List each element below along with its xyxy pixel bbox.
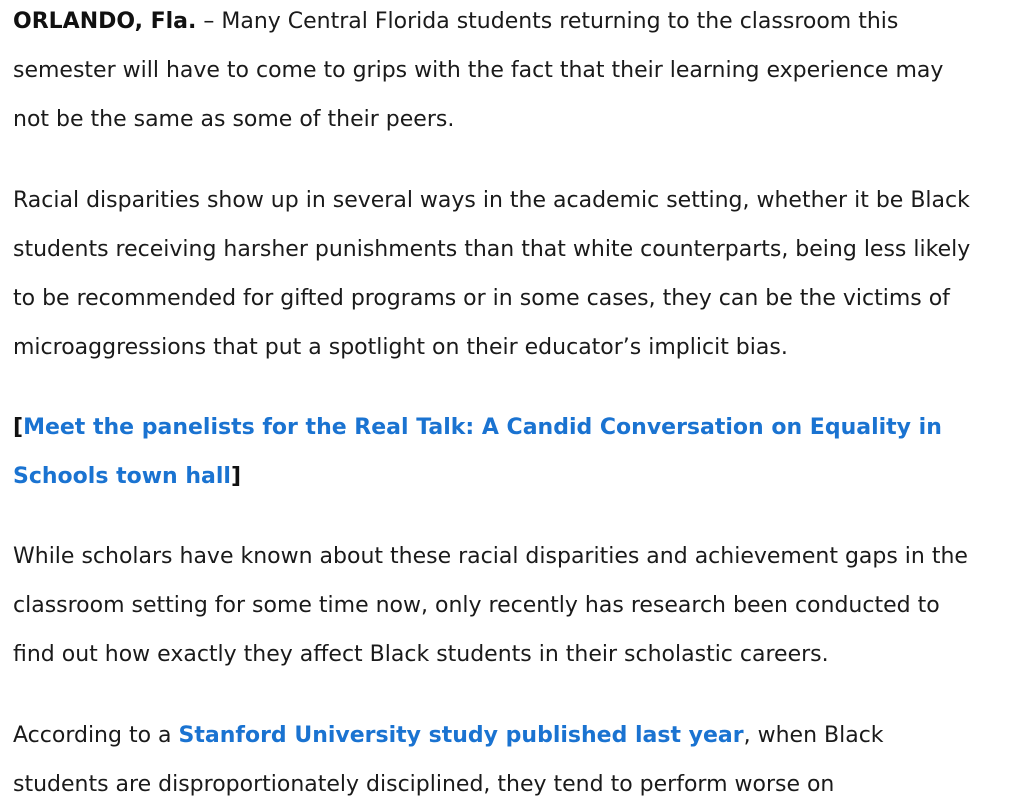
disparities-line-1: Racial disparities show up in several ways in the academic setting, whether it be Black	[13, 188, 970, 213]
panelists-link-part-2[interactable]: Schools town hall	[13, 464, 231, 489]
stanford-pre-text: According to a	[13, 723, 179, 748]
paragraph-stanford	[13, 711, 1013, 809]
disparities-line-4: microaggressions that put a spotlight on their educator’s implicit bias.	[13, 335, 788, 360]
panelists-line-2	[13, 452, 1013, 501]
paragraph-disparities	[13, 176, 1013, 372]
disparities-line-2: students receiving harsher punishments than that white counterparts, being less likely	[13, 237, 971, 262]
intro-line-2: semester will have to come to grips with the fact that their learning experience may	[13, 58, 944, 83]
open-bracket: [	[13, 415, 24, 440]
research-line-2: classroom setting for some time now, only recently has research been conducted to	[13, 593, 940, 618]
paragraph-research	[13, 532, 1013, 679]
stanford-post-text: , when Black	[743, 723, 884, 748]
panelists-line-1	[13, 403, 1013, 452]
paragraph-intro	[13, 0, 1013, 144]
stanford-line-2: students are disproportionately disciplined, they tend to perform worse on	[13, 772, 835, 797]
close-bracket: ]	[230, 464, 241, 489]
stanford-study-link[interactable]: Stanford University study published last year	[178, 723, 744, 748]
intro-line-3: not be the same as some of their peers.	[13, 107, 455, 132]
dateline: ORLANDO, Fla.	[13, 9, 197, 34]
intro-line-1	[13, 0, 1013, 46]
research-line-3: find out how exactly they affect Black students in their scholastic careers.	[13, 642, 829, 667]
intro-text-1: – Many Central Florida students returning to the classroom this	[196, 9, 899, 34]
paragraph-panelists-link	[13, 403, 1013, 501]
disparities-line-3: to be recommended for gifted programs or in some cases, they can be the victims of	[13, 286, 950, 311]
panelists-link-part-1[interactable]: Meet the panelists for the Real Talk: A Candid Conversation on Equality in	[23, 415, 942, 440]
research-line-1: While scholars have known about these racial disparities and achievement gaps in the	[13, 544, 968, 569]
stanford-line-1	[13, 711, 1013, 760]
